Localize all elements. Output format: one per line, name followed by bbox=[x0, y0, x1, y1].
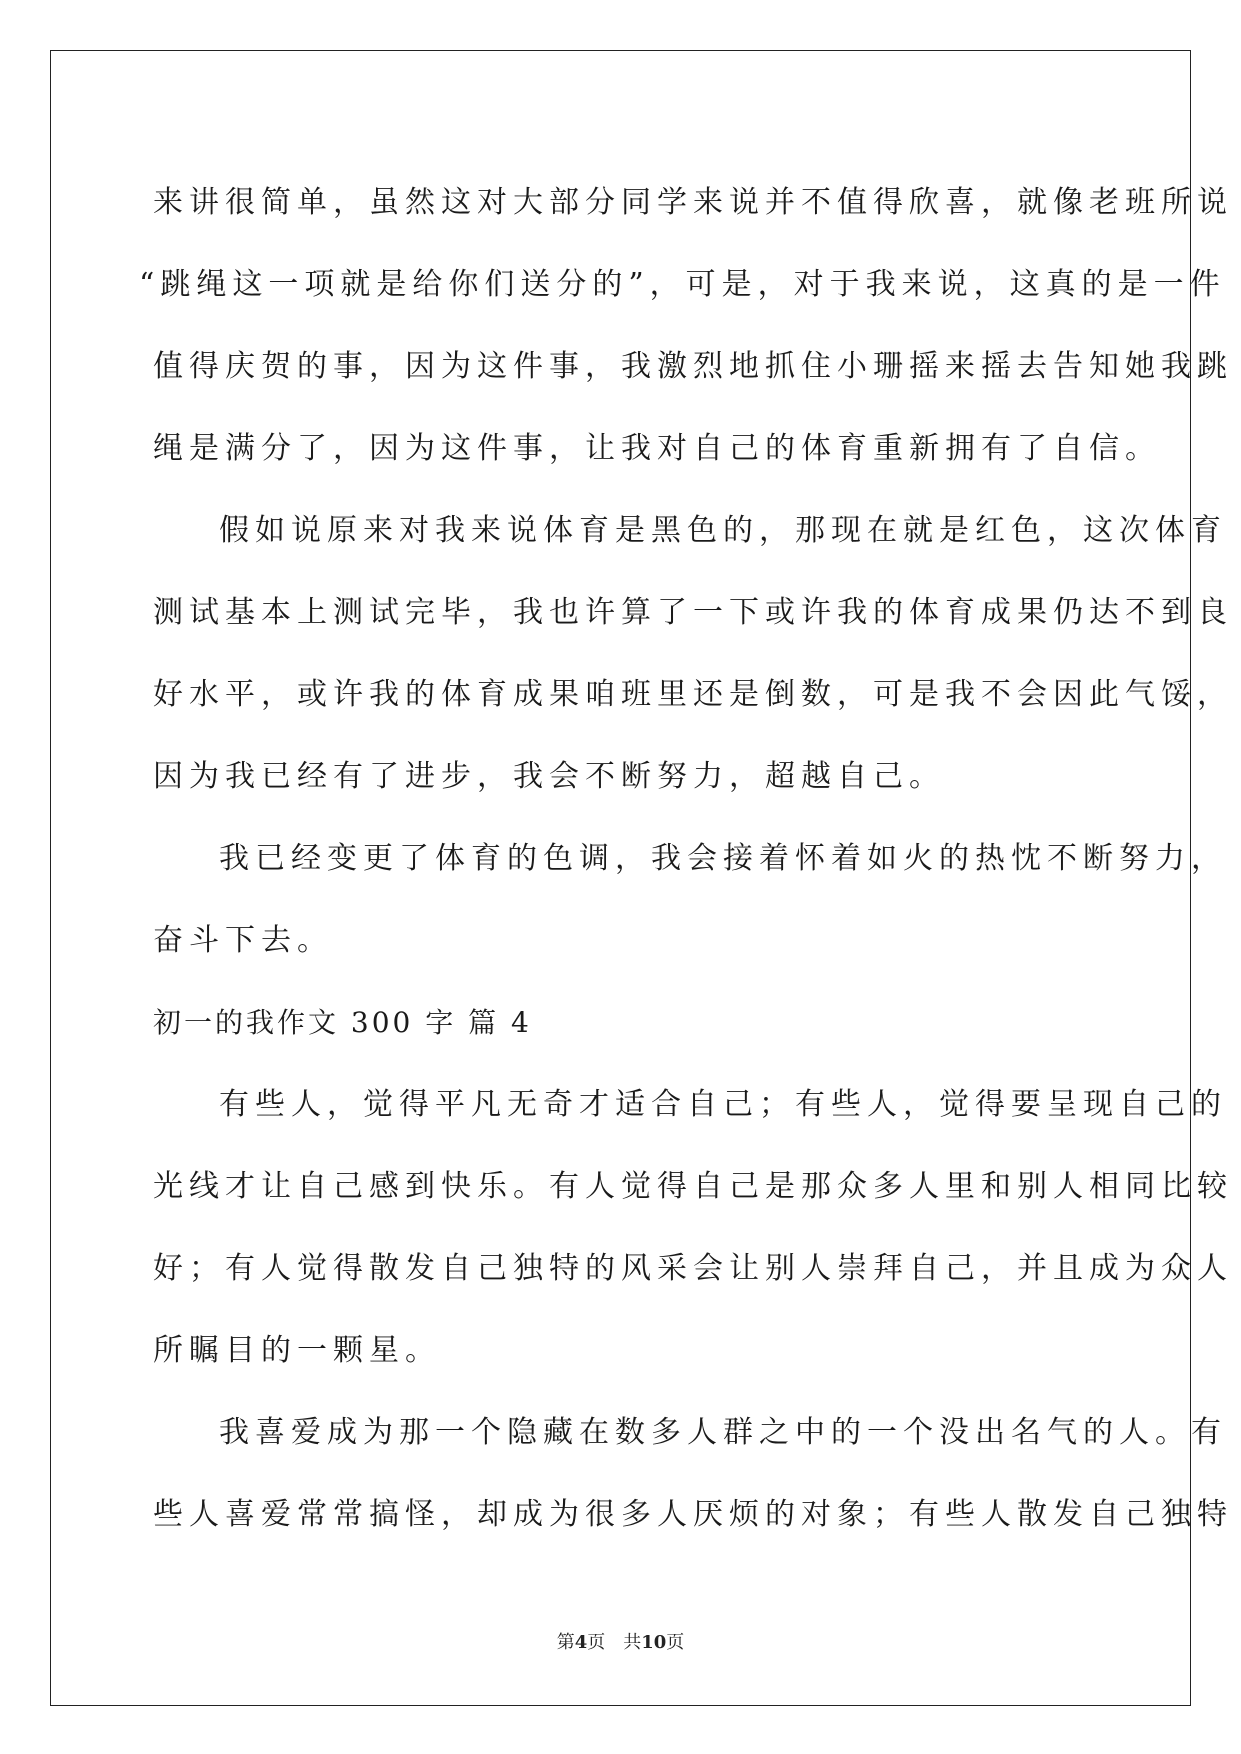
text-line: 好；有人觉得散发自己独特的风采会让别人崇拜自己，并且成为众人 bbox=[153, 1251, 1233, 1286]
text-line: 有些人，觉得平凡无奇才适合自己；有些人，觉得要呈现自己的 bbox=[219, 1087, 1227, 1122]
text-line: 测试基本上测试完毕，我也许算了一下或许我的体育成果仍达不到良 bbox=[153, 595, 1233, 630]
text-line: 光线才让自己感到快乐。有人觉得自己是那众多人里和别人相同比较 bbox=[153, 1169, 1233, 1204]
text-line: 来讲很简单，虽然这对大部分同学来说并不值得欣喜，就像老班所说 bbox=[153, 185, 1233, 220]
page-number: 4 bbox=[574, 1632, 588, 1653]
page-suffix: 页 bbox=[587, 1632, 606, 1653]
paragraph-5 bbox=[153, 1392, 1233, 1556]
page-footer bbox=[0, 1628, 1241, 1654]
text-line: 我已经变更了体育的色调，我会接着怀着如火的热忱不断努力， bbox=[219, 841, 1227, 876]
total-pages: 10 bbox=[641, 1632, 667, 1653]
paragraph-3 bbox=[153, 818, 1227, 982]
text-line: 因为我已经有了进步，我会不断努力，超越自己。 bbox=[153, 759, 945, 794]
text-line: “跳绳这一项就是给你们送分的”，可是，对于我来说，这真的是一件 bbox=[139, 267, 1226, 302]
paragraph-2 bbox=[153, 490, 1233, 818]
paragraph-1 bbox=[139, 162, 1233, 490]
document-body bbox=[139, 162, 1233, 1556]
total-suffix: 页 bbox=[666, 1632, 685, 1653]
total-prefix: 共 bbox=[623, 1632, 642, 1653]
text-line: 些人喜爱常常搞怪，却成为很多人厌烦的对象；有些人散发自己独特 bbox=[153, 1497, 1233, 1532]
text-line: 我喜爱成为那一个隐藏在数多人群之中的一个没出名气的人。有 bbox=[219, 1415, 1227, 1450]
section-heading: 初一的我作文 300 字 篇 4 bbox=[153, 1006, 532, 1039]
page-prefix: 第 bbox=[556, 1632, 575, 1653]
text-line: 假如说原来对我来说体育是黑色的，那现在就是红色，这次体育 bbox=[219, 513, 1227, 548]
text-line: 绳是满分了，因为这件事，让我对自己的体育重新拥有了自信。 bbox=[153, 431, 1161, 466]
text-line: 好水平，或许我的体育成果咱班里还是倒数，可是我不会因此气馁， bbox=[153, 677, 1233, 712]
text-line: 所瞩目的一颗星。 bbox=[153, 1333, 441, 1368]
text-line: 奋斗下去。 bbox=[153, 923, 333, 958]
text-line: 值得庆贺的事，因为这件事，我激烈地抓住小珊摇来摇去告知她我跳 bbox=[153, 349, 1233, 384]
paragraph-4 bbox=[153, 1064, 1233, 1392]
